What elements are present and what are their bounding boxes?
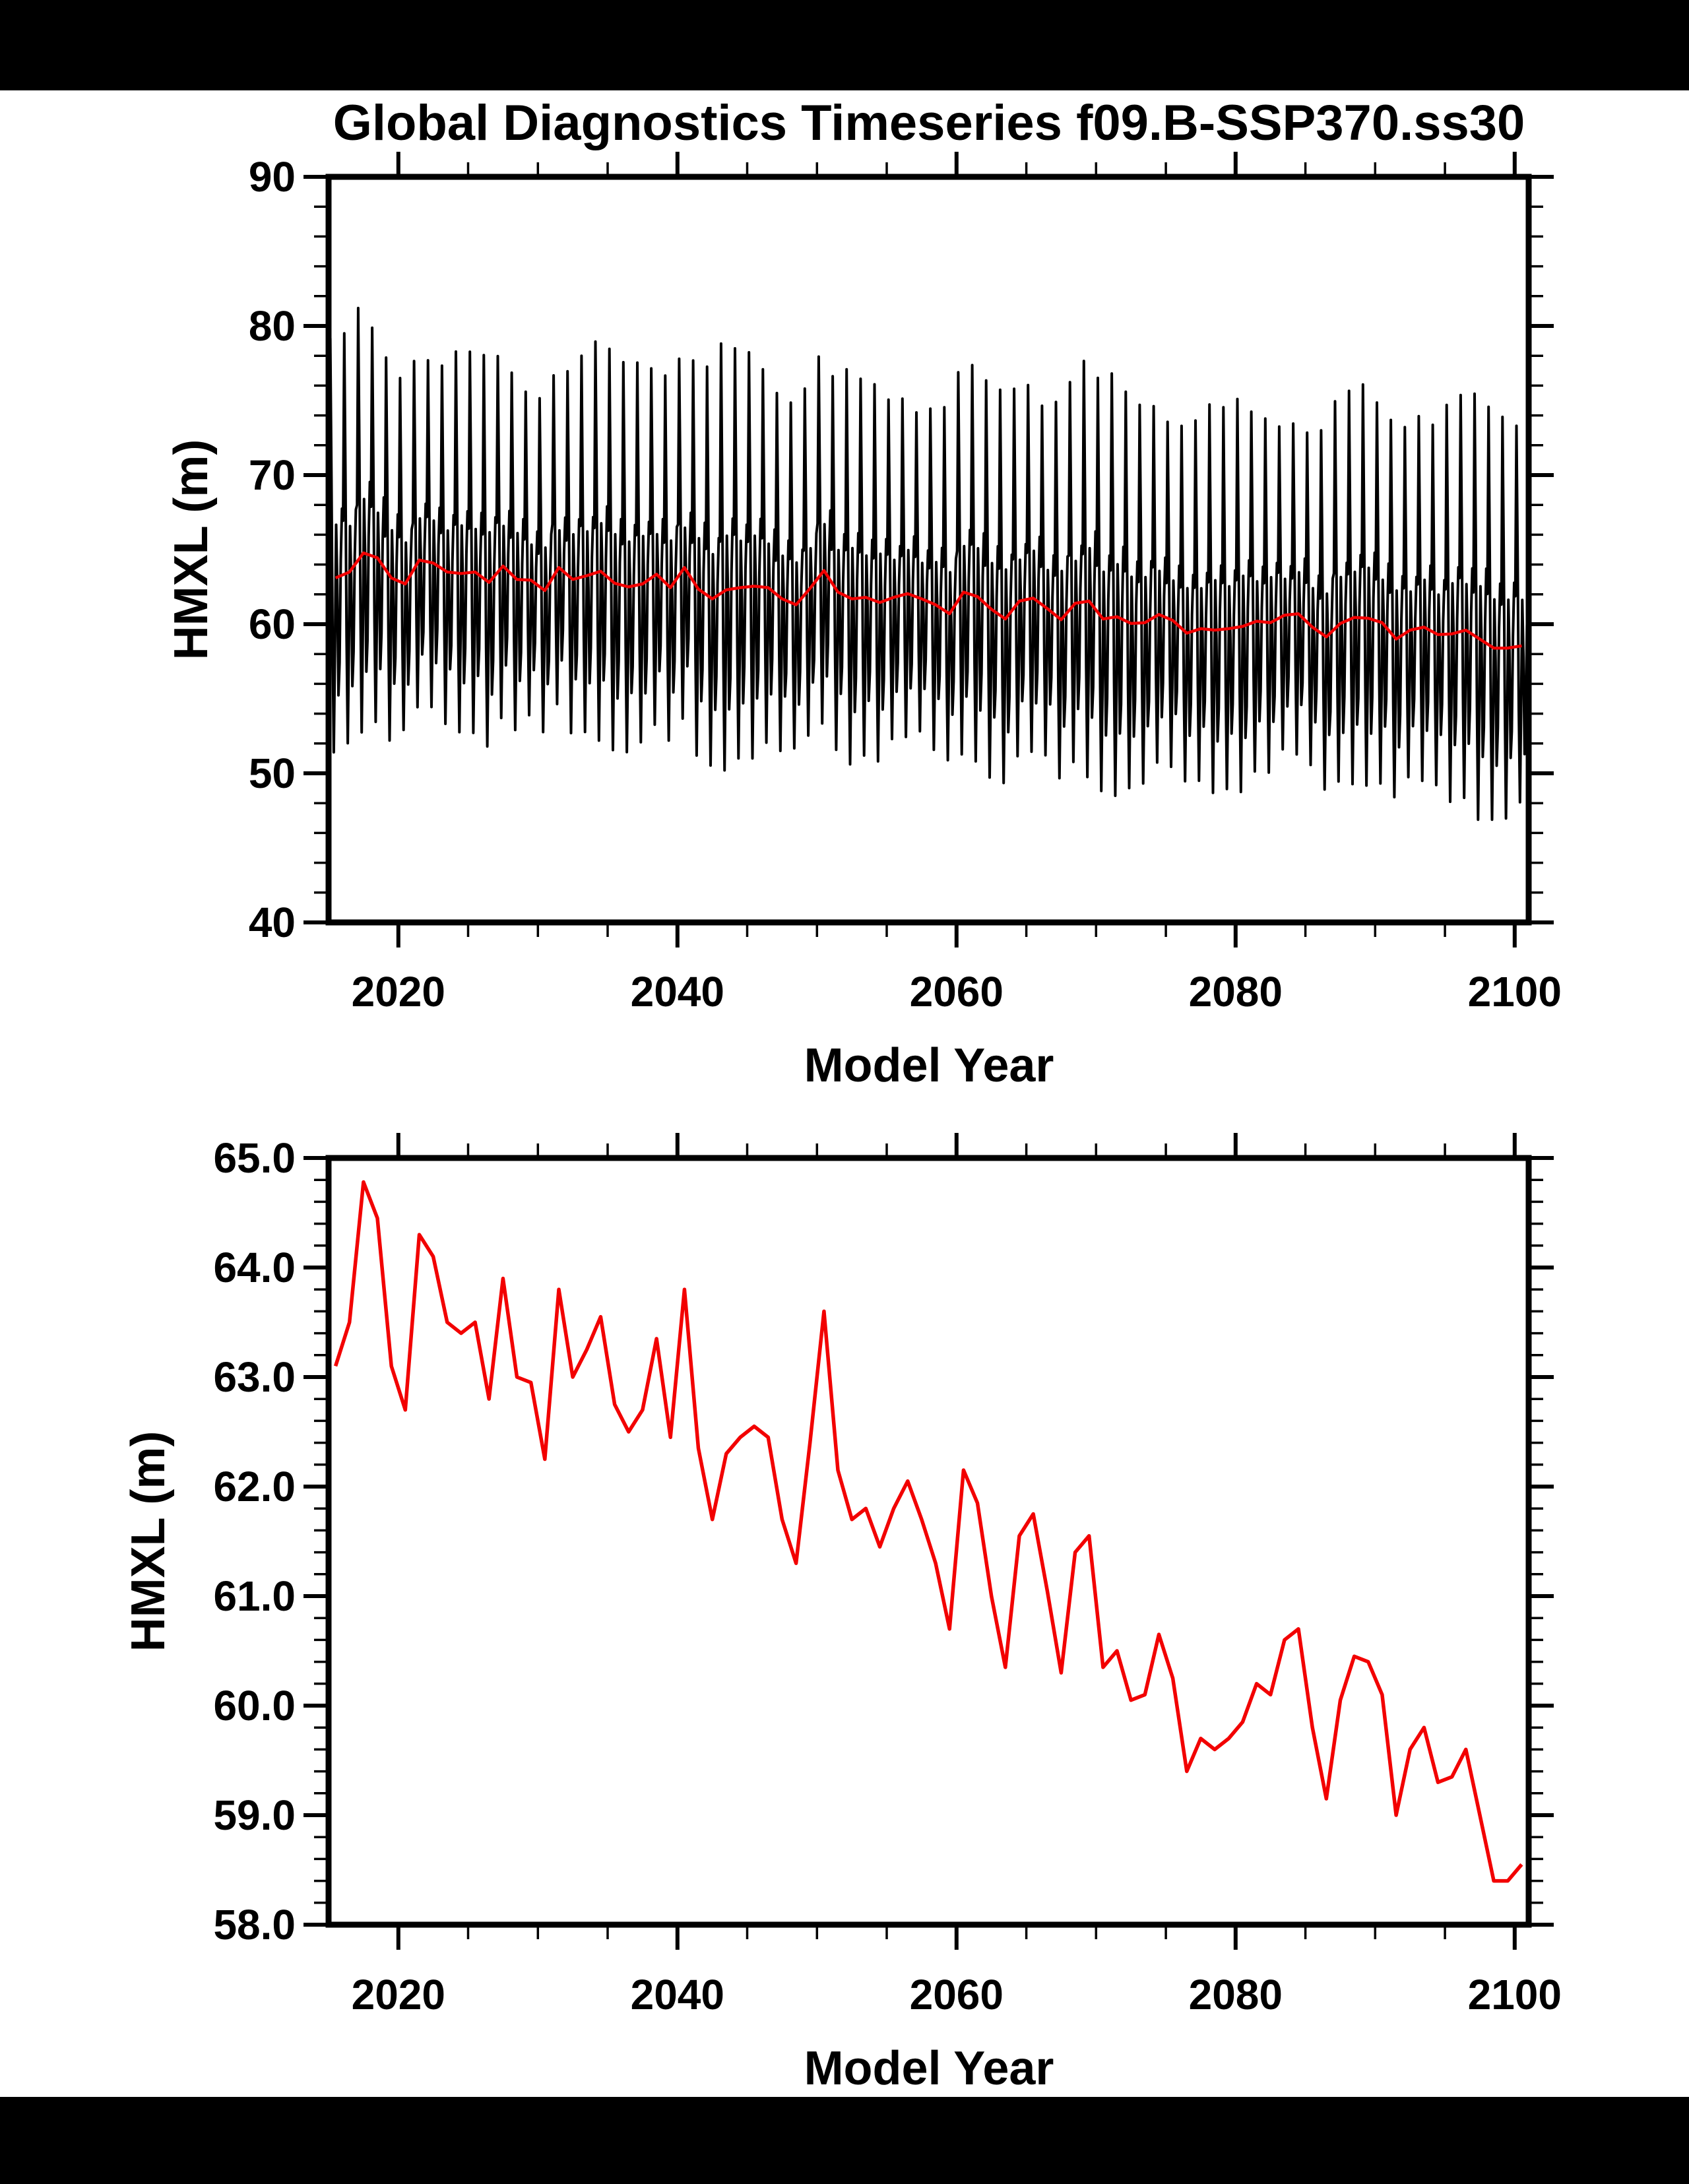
top-panel-y-tick-label: 80 [248, 302, 296, 350]
top-panel-x-tick-label: 2020 [351, 968, 445, 1015]
bottom-panel-y-tick-label: 60.0 [213, 1682, 296, 1729]
top-panel-y-tick-label: 40 [248, 899, 296, 946]
bottom-panel-y-tick-label: 63.0 [213, 1353, 296, 1401]
top-panel-x-axis-title: Model Year [804, 1039, 1054, 1092]
bottom-panel-x-axis-title: Model Year [804, 2042, 1054, 2095]
top-panel-y-tick-label: 70 [248, 451, 296, 499]
bottom-panel-y-axis-title: HMXL (m) [122, 1430, 175, 1652]
bottom-panel-y-tick-label: 62.0 [213, 1463, 296, 1510]
bottom-panel-x-tick-label: 2060 [909, 1971, 1004, 2018]
top-panel-y-tick-label: 60 [248, 600, 296, 648]
bottom-panel-y-tick-label: 64.0 [213, 1244, 296, 1291]
bottom-panel-y-tick-label: 61.0 [213, 1572, 296, 1620]
top-panel-y-axis-title: HMXL (m) [165, 439, 218, 660]
bottom-panel-y-tick-label: 58.0 [213, 1901, 296, 1948]
top-panel-x-tick-label: 2080 [1188, 968, 1283, 1015]
top-panel-x-tick-label: 2040 [630, 968, 724, 1015]
annual-mean-hmxl-series-line [336, 1182, 1522, 1881]
monthly-hmxl-series-line [329, 308, 1528, 819]
bottom-panel-x-tick-label: 2020 [351, 1971, 445, 2018]
top-panel-x-tick-label: 2100 [1467, 968, 1562, 1015]
top-panel-y-tick-label: 90 [248, 153, 296, 201]
top-panel-x-tick-label: 2060 [909, 968, 1004, 1015]
bottom-panel-x-tick-label: 2100 [1467, 1971, 1562, 2018]
bottom-panel-x-tick-label: 2040 [630, 1971, 724, 2018]
chart-title: Global Diagnostics Timeseries f09.B-SSP370.ss30 [333, 95, 1525, 151]
bottom-panel-x-tick-label: 2080 [1188, 1971, 1283, 2018]
top-panel-y-tick-label: 50 [248, 750, 296, 797]
bottom-panel-y-tick-label: 65.0 [213, 1134, 296, 1182]
bottom-panel-y-tick-label: 59.0 [213, 1791, 296, 1839]
